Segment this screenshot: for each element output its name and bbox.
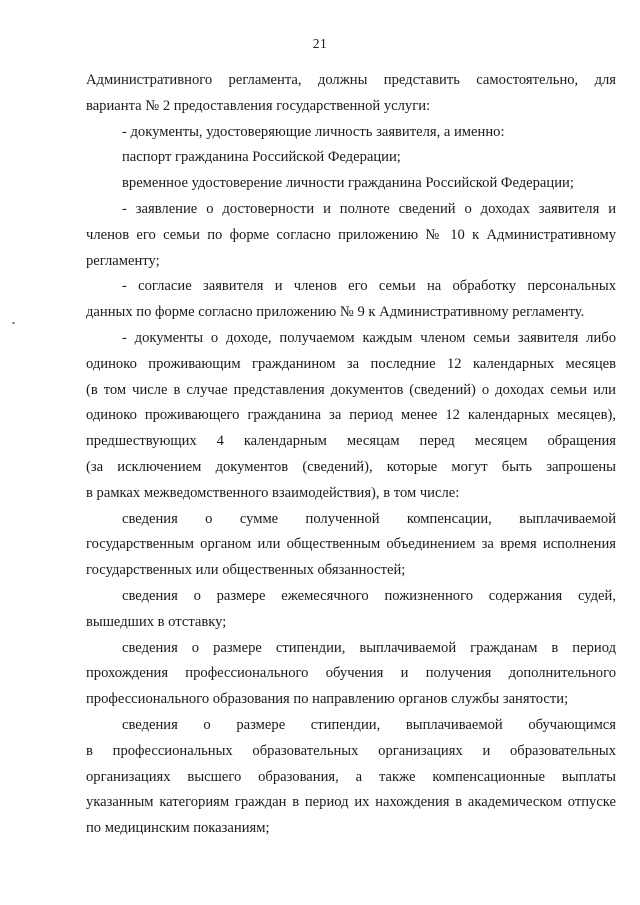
text-line: предшествующих 4 календарным месяцам перед месяцем обращения: [86, 433, 616, 450]
document-body: [86, 68, 616, 842]
text-line: варианта № 2 предоставления государственной услуги:: [86, 97, 431, 114]
text-line: вышедших в отставку;: [86, 613, 227, 630]
text-line: паспорт гражданина Российской Федерации;: [122, 149, 401, 166]
text-line: - документы о доходе, получаемом каждым членом семьи заявителя либо: [122, 329, 616, 346]
page-number: 21: [312, 36, 328, 51]
text-line: - заявление о достоверности и полноте сведений о доходах заявителя и: [122, 200, 616, 217]
text-line: временное удостоверение личности гражданина Российской Федерации;: [122, 175, 574, 192]
text-line: сведения о размере стипендии, выплачиваемой обучающимся: [122, 716, 616, 733]
text-line: членов его семьи по форме согласно приложению № 10 к Административному: [86, 226, 616, 243]
text-line: государственным органом или общественным объединением за время исполнения: [86, 536, 616, 553]
text-line: сведения о размере ежемесячного пожизненного содержания судей,: [122, 587, 616, 604]
text-line: одиноко проживающим гражданином за последние 12 календарных месяцев: [86, 355, 616, 372]
text-line: прохождения профессионального обучения и получения дополнительного: [86, 665, 616, 682]
text-line: сведения о размере стипендии, выплачиваемой гражданам в период: [122, 639, 616, 656]
text-line: указанным категориям граждан в период их нахождения в академическом отпуске: [86, 794, 616, 811]
text-line: организациях высшего образования, а также компенсационные выплаты: [86, 768, 616, 785]
text-line: данных по форме согласно приложению № 9 к Административному регламенту.: [86, 304, 585, 321]
scan-artifact: [12, 322, 15, 324]
text-line: (за исключением документов (сведений), которые могут быть запрошены: [86, 458, 616, 475]
text-line: - документы, удостоверяющие личность заявителя, а именно:: [122, 123, 505, 140]
text-line: Административного регламента, должны представить самостоятельно, для: [86, 72, 616, 88]
text-line: одиноко проживающего гражданина за период менее 12 календарных месяцев),: [86, 407, 616, 424]
text-line: (в том числе в случае представления документов (сведений) о доходах семьи или: [86, 381, 616, 398]
text-line: регламенту;: [86, 252, 160, 269]
text-line: - согласие заявителя и членов его семьи на обработку персональных: [122, 278, 616, 295]
text-line: в рамках межведомственного взаимодействия), в том числе:: [86, 484, 460, 501]
text-line: в профессиональных образовательных организациях и образовательных: [86, 742, 616, 759]
text-line: по медицинским показаниям;: [86, 820, 270, 837]
text-line: профессионального образования по направлению органов службы занятости;: [86, 691, 569, 708]
text-line: государственных или общественных обязанностей;: [86, 562, 406, 579]
text-line: сведения о сумме полученной компенсации, выплачиваемой: [122, 510, 616, 527]
